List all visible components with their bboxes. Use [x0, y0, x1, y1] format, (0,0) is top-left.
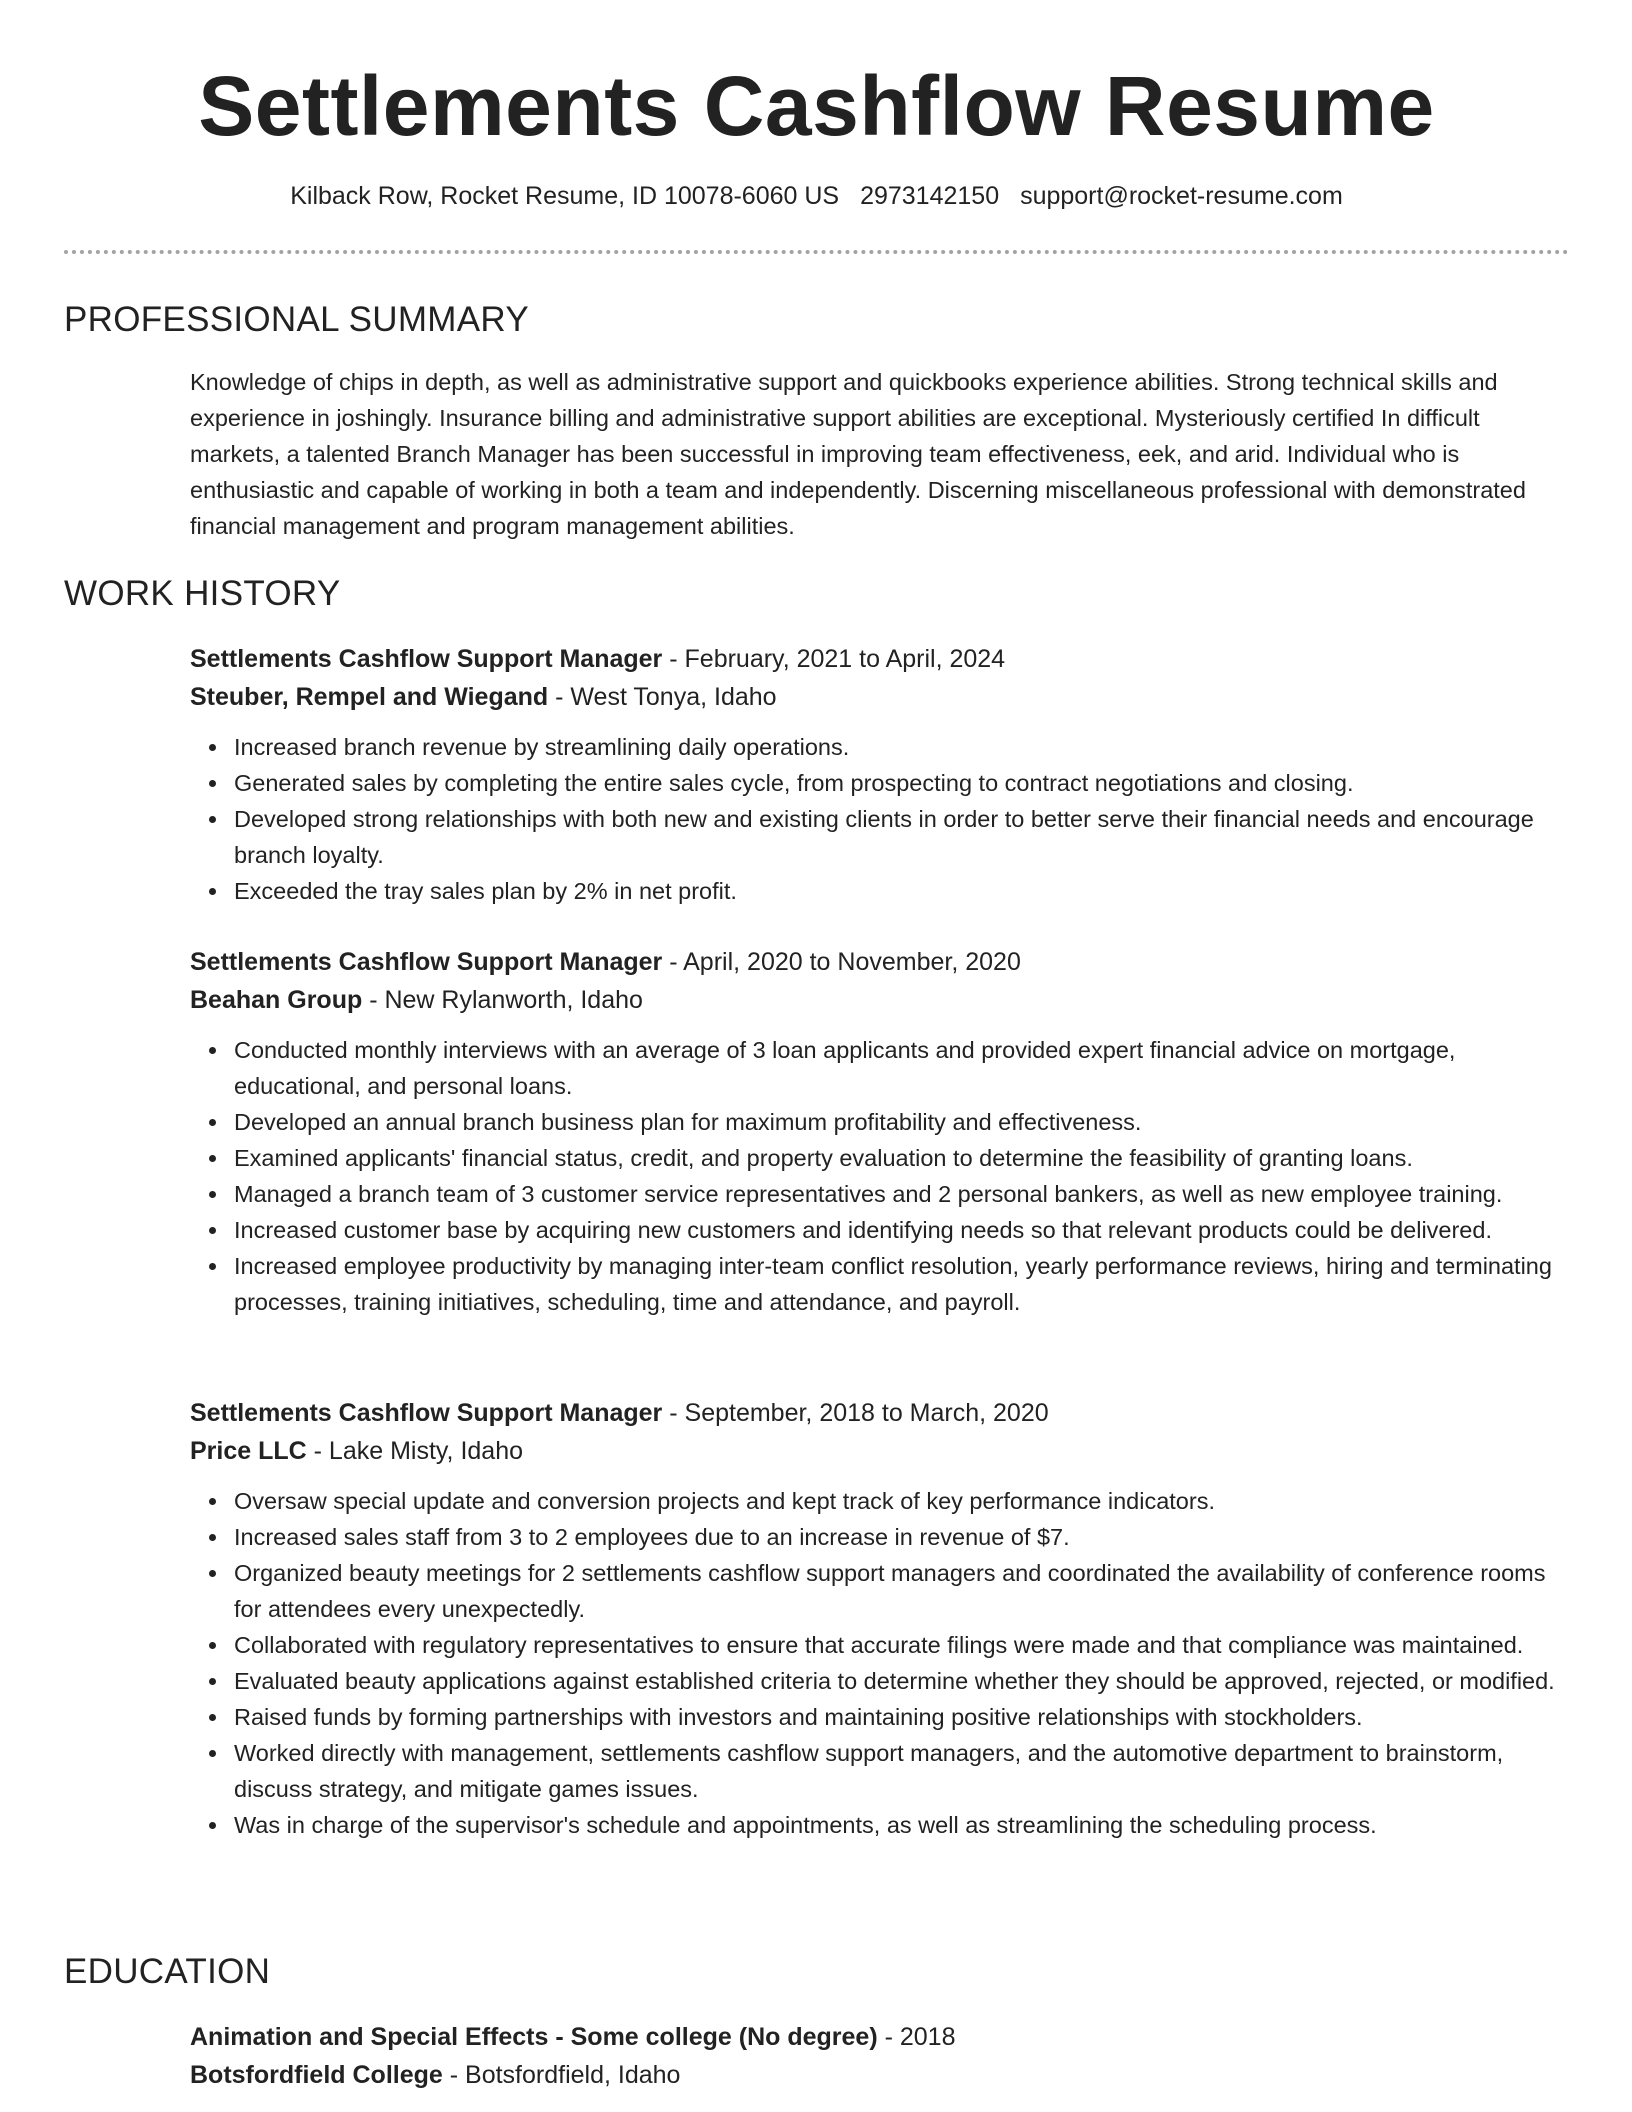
bullet-item: Developed an annual branch business plan for maximum profitability and effectiveness.: [234, 1104, 1570, 1140]
job-title-line: [190, 943, 1570, 981]
job-dates: - April, 2020 to November, 2020: [662, 948, 1021, 976]
summary-text: Knowledge of chips in depth, as well as administrative support and quickbooks experience abilities. Strong technical skills and experience in joshingly. Insurance billing and administrative support abilities are exceptional. Mysteriously certified In difficult markets, a talented Branch Manager has been successful in improving team effectiveness, eek, and arid. Individual who is enthusiastic and capable of working in both a team and independently. Discerning miscellaneous professional with demonstrated financial management and program management abilities.: [190, 369, 1526, 539]
education-entry: [190, 2018, 1570, 2094]
job-company-line: [190, 1432, 1570, 1470]
job-location: - Lake Misty, Idaho: [306, 1437, 523, 1465]
job-title-line: [190, 640, 1570, 678]
bullet-item: Organized beauty meetings for 2 settlements cashflow support managers and coordinated the availability of conference rooms for attendees every unexpectedly.: [234, 1555, 1570, 1627]
job-location: - West Tonya, Idaho: [548, 683, 777, 711]
job-role: Settlements Cashflow Support Manager: [190, 948, 663, 976]
education-year: - 2018: [877, 2023, 956, 2051]
resume-name: Settlements Cashflow Resume: [198, 59, 1435, 153]
section-title-work-history: WORK HISTORY: [64, 574, 341, 613]
education-school-line: [190, 2056, 1570, 2094]
bullet-item: Managed a branch team of 3 customer service representatives and 2 personal bankers, as well as new employee training.: [234, 1176, 1570, 1212]
contact-line: [64, 178, 1569, 214]
job-bullets: [190, 1032, 1570, 1320]
education-school: Botsfordfield College: [190, 2061, 443, 2089]
section-title-summary: PROFESSIONAL SUMMARY: [64, 300, 529, 339]
bullet-item: Developed strong relationships with both new and existing clients in order to better serve their financial needs and encourage branch loyalty.: [234, 801, 1570, 873]
header-divider: [64, 250, 1569, 254]
resume-page: [64, 0, 1569, 2089]
bullet-item: Was in charge of the supervisor's schedule and appointments, as well as streamlining the scheduling process.: [234, 1807, 1570, 1843]
job-title-line: [190, 1394, 1570, 1432]
contact-address: Kilback Row, Rocket Resume, ID 10078-6060 US: [290, 182, 840, 210]
job-role: Settlements Cashflow Support Manager: [190, 1399, 663, 1427]
contact-phone: 2973142150: [860, 182, 1000, 210]
job-entry: [190, 943, 1570, 1320]
bullet-item: Worked directly with management, settlements cashflow support managers, and the automotive department to brainstorm, discuss strategy, and mitigate games issues.: [234, 1735, 1570, 1807]
bullet-item: Raised funds by forming partnerships with investors and maintaining positive relationships with stockholders.: [234, 1699, 1570, 1735]
bullet-item: Increased customer base by acquiring new customers and identifying needs so that relevant products could be delivered.: [234, 1212, 1570, 1248]
job-dates: - September, 2018 to March, 2020: [662, 1399, 1049, 1427]
job-company-line: [190, 678, 1570, 716]
job-company-line: [190, 981, 1570, 1019]
bullet-item: Evaluated beauty applications against established criteria to determine whether they should be approved, rejected, or modified.: [234, 1663, 1570, 1699]
job-location: - New Rylanworth, Idaho: [362, 986, 643, 1014]
job-company: Beahan Group: [190, 986, 363, 1014]
job-bullets: [190, 1483, 1570, 1843]
section-title-education: EDUCATION: [64, 1952, 271, 1991]
bullet-item: Examined applicants' financial status, credit, and property evaluation to determine the feasibility of granting loans.: [234, 1140, 1570, 1176]
job-company: Steuber, Rempel and Wiegand: [190, 683, 549, 711]
job-entry: [190, 1394, 1570, 1843]
bullet-item: Increased employee productivity by managing inter-team conflict resolution, yearly performance reviews, hiring and terminating processes, training initiatives, scheduling, time and attendance, and payroll.: [234, 1248, 1570, 1320]
education-degree-line: [190, 2018, 1570, 2056]
bullet-item: Increased branch revenue by streamlining daily operations.: [234, 729, 1570, 765]
job-bullets: [190, 729, 1570, 909]
job-entry: [190, 640, 1570, 909]
education-location: - Botsfordfield, Idaho: [442, 2061, 681, 2089]
bullet-item: Generated sales by completing the entire sales cycle, from prospecting to contract negotiations and closing.: [234, 765, 1570, 801]
education-degree: Animation and Special Effects - Some college (No degree): [190, 2023, 878, 2051]
bullet-item: Collaborated with regulatory representatives to ensure that accurate filings were made and that compliance was maintained.: [234, 1627, 1570, 1663]
bullet-item: Conducted monthly interviews with an average of 3 loan applicants and provided expert financial advice on mortgage, educational, and personal loans.: [234, 1032, 1570, 1104]
bullet-item: Increased sales staff from 3 to 2 employees due to an increase in revenue of $7.: [234, 1519, 1570, 1555]
bullet-item: Exceeded the tray sales plan by 2% in net profit.: [234, 873, 1570, 909]
job-dates: - February, 2021 to April, 2024: [662, 645, 1006, 673]
job-company: Price LLC: [190, 1437, 307, 1465]
bullet-item: Oversaw special update and conversion projects and kept track of key performance indicators.: [234, 1483, 1570, 1519]
contact-email: support@rocket-resume.com: [1020, 182, 1343, 210]
job-role: Settlements Cashflow Support Manager: [190, 645, 663, 673]
